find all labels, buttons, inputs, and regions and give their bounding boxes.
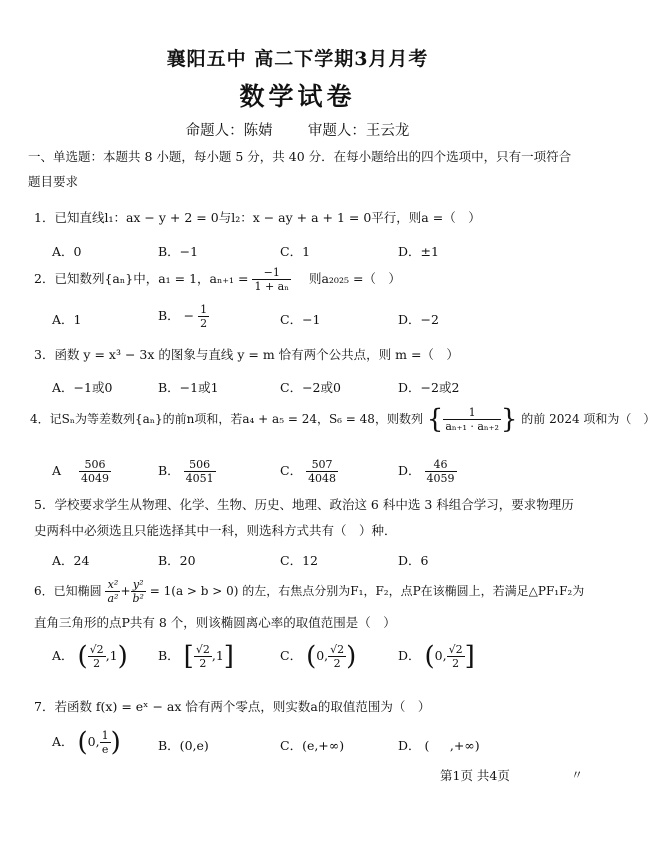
q7-option-d [398, 736, 480, 754]
q1-option-d: D．±1 [398, 244, 439, 259]
q6-d-den: 2 [452, 657, 460, 670]
q5-option-c: C．12 [280, 553, 318, 568]
q6-option-d: D． (0, $\frac{√2}{2}$ ] [398, 641, 475, 672]
q2-option-b-label: B． [158, 308, 180, 323]
q6-x-fraction: $\frac{\text{x²}}{\text{a²}}$ [107, 578, 119, 605]
scan-mark: 〃 [571, 768, 584, 782]
q4-option-b [158, 458, 216, 485]
q6-b-num: √2 [195, 643, 210, 656]
q4-option-a [52, 458, 111, 485]
q4-option-a-label: A [52, 463, 62, 478]
q2-stem-prefix: 2．已知数列{aₙ}中，a₁ = 1，aₙ₊₁ = [34, 271, 249, 286]
question-2-stem [34, 266, 401, 293]
q6-c-fraction [328, 643, 346, 670]
q2-option-b-fraction [198, 303, 209, 330]
q4-c-den: 4048 [308, 472, 337, 485]
exam-subject-title: 数学试卷 [239, 82, 356, 111]
question-5-stem-line1: 5．学校要求学生从物理、化学、生物、历史、地理、政治这 6 科中选 3 科组合学习，要求物理历 [34, 497, 574, 512]
q7-option-b: B．(0,e) [158, 738, 209, 753]
q6-a-upper: 1 [109, 648, 118, 663]
q4-option-a-fraction [79, 458, 111, 485]
reviewer-label: 审题人：王云龙 [307, 123, 410, 139]
q4-d-num: 46 [425, 458, 457, 472]
q7-a-den: e [101, 743, 109, 756]
page-number: 第1页 共4页 [440, 768, 510, 783]
q4-sequence-fraction [443, 406, 501, 433]
q2-option-a: A．1 [52, 312, 82, 327]
q6-option-c: C． (0, $\frac{√2}{2}$ ) [280, 641, 357, 672]
q6-c-den: 2 [333, 657, 341, 670]
q7-a-lower: 0, [87, 734, 100, 749]
q2-frac-denominator: 1 + aₙ [254, 280, 289, 293]
q6-option-a: A． ( $\frac{√2}{2}$ ,1) [52, 641, 128, 672]
q3-option-c: C．−2或0 [280, 380, 341, 395]
q7-a-num: 1 [101, 729, 109, 742]
q6-b-upper: 1 [215, 648, 224, 663]
q4-option-d-label: D． [398, 463, 421, 478]
question-3-stem: 3．函数 y = x³ − 3x 的图象与直线 y = m 恰有两个公共点，则 m =（ ） [34, 347, 459, 362]
section-heading-line1: 一、单选题：本题共 8 小题，每小题 5 分，共 40 分．在每小题给出的四个选项中，只有一项符合 [28, 149, 572, 164]
q6-stem-prefix: 6．已知椭圆 [34, 584, 102, 598]
q6-option-d-label: D． [398, 648, 421, 663]
q1-option-a: A．0 [52, 244, 82, 259]
q5-option-b: B．20 [158, 553, 196, 568]
q4-c-num: 507 [306, 458, 338, 472]
question-6-stem-line1: 6．已知椭圆 $\frac{\text{x²}}{\text{a²}}$ + $\frac{\text{y²}}{\text{b²}}$ = 1(a > b > 0) 的左，右焦点分别为F₁，F₂，点P在该椭圆上，若满足△PF₁F₂为 [34, 578, 585, 605]
q6-option-b: B． [ $\frac{√2}{2}$ ,1] [158, 641, 234, 672]
q6-option-a-label: A． [52, 648, 74, 663]
q4-b-num: 506 [184, 458, 216, 472]
question-6-stem-line2: 直角三角形的点P共有 8 个，则该椭圆离心率的取值范围是（ ） [34, 615, 396, 630]
q6-d-num: √2 [448, 643, 463, 656]
q4-option-d [398, 458, 457, 485]
q6-c-num: √2 [330, 643, 345, 656]
section-heading-line2: 题目要求 [28, 174, 79, 189]
q5-option-a: A．24 [52, 553, 90, 568]
q4-a-num: 506 [79, 458, 111, 472]
q4-frac-num: 1 [443, 406, 501, 420]
q4-stem-prefix: 4．记Sₙ为等差数列{aₙ}的前n项和，若a₄ + a₅ = 24，S₆ = 48，则数列 [30, 412, 423, 426]
q4-option-c-fraction [306, 458, 338, 485]
q2-option-b-num: 1 [200, 303, 208, 316]
q7-option-a: A． (0, $\frac{1}{e}$ ) [52, 727, 121, 758]
q4-option-b-label: B． [158, 463, 180, 478]
q4-a-den: 4049 [81, 472, 109, 485]
q6-d-lower: 0 [434, 648, 443, 663]
q4-option-c-label: C． [280, 463, 303, 478]
q3-option-b: B．−1或1 [158, 380, 219, 395]
authors-line [0, 119, 595, 140]
q5-option-d: D．6 [398, 553, 429, 568]
q7-a-fraction [100, 729, 111, 756]
q6-a-den: 2 [93, 657, 101, 670]
q2-frac-numerator: −1 [252, 266, 291, 280]
q3-option-a: A．−1或0 [52, 380, 113, 395]
q2-option-b-den: 2 [200, 317, 208, 330]
question-1-stem: 1．已知直线l₁：ax − y + 2 = 0与l₂：x − ay + a + 1 = 0平行，则a =（ ） [34, 210, 481, 225]
q2-option-b-sign: − [183, 308, 195, 323]
q6-option-b-label: B． [158, 648, 180, 663]
q4-stem-suffix: 的前 2024 项和为（ ） [521, 412, 655, 426]
q6-b-den: 2 [199, 657, 207, 670]
q7-option-d-interval: ( ,+∞) [424, 738, 480, 753]
q6-a-num: √2 [89, 643, 104, 656]
q7-option-d-label: D． [398, 738, 421, 753]
q4-b-den: 4051 [185, 472, 214, 485]
setter-label: 命题人：陈婧 [185, 123, 273, 139]
q2-option-c: C．−1 [280, 312, 321, 327]
q4-option-b-fraction [184, 458, 216, 485]
question-7-stem: 7．若函数 f(x) = eˣ − ax 恰有两个零点，则实数a的取值范围为（ ） [34, 699, 431, 714]
question-4-stem: 4．记Sₙ为等差数列{aₙ}的前n项和，若a₄ + a₅ = 24，S₆ = 48，则数列 { $\frac{1}{\text{aₙ₊₁ · aₙ₊₂}}$ } 的前 2024 项和为（ ） [30, 404, 655, 435]
q6-a-fraction [88, 643, 106, 670]
q4-frac-den: aₙ₊₁ · aₙ₊₂ [445, 420, 499, 433]
q3-option-d: D．−2或2 [398, 380, 460, 395]
q4-option-d-fraction [425, 458, 457, 485]
q6-y-fraction: $\frac{\text{y²}}{\text{b²}}$ [132, 578, 144, 605]
q6-stem-mid: = 1(a > b > 0) 的左，右焦点分别为F₁，F₂，点P在该椭圆上，若满足△PF₁F₂为 [149, 584, 585, 598]
q6-c-lower: 0 [316, 648, 325, 663]
q6-b-fraction [194, 643, 212, 670]
q1-option-c: C．1 [280, 244, 311, 259]
q2-option-b [158, 303, 209, 330]
q2-option-d: D．−2 [398, 312, 439, 327]
q7-option-c: C．(e,+∞) [280, 738, 345, 753]
exam-header-title: 襄阳五中 高二下学期3月月考 [166, 48, 429, 70]
q6-d-fraction [447, 643, 465, 670]
q2-stem-suffix: 则a₂₀₂₅ =（ ） [308, 271, 401, 286]
q1-option-b: B．−1 [158, 244, 199, 259]
q7-option-a-label: A． [52, 734, 74, 749]
q4-option-c [280, 458, 338, 485]
question-5-stem-line2: 史两科中必须选且只能选择其中一科，则选科方式共有（ ）种． [34, 523, 397, 538]
q4-d-den: 4059 [426, 472, 455, 485]
q2-recurrence-fraction [252, 266, 291, 293]
q6-option-c-label: C． [280, 648, 303, 663]
